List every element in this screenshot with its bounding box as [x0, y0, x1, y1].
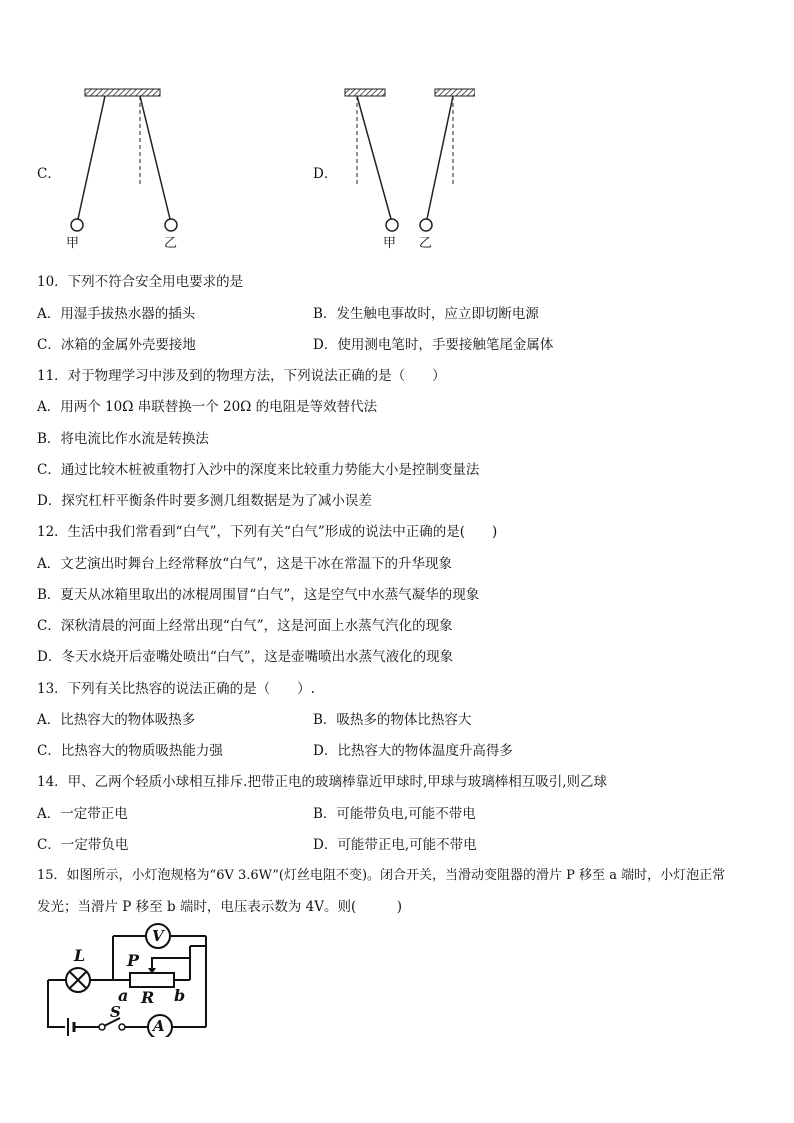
- q10-option-a: A．用湿手拔热水器的插头: [37, 306, 196, 322]
- q13-option-c: C．比热容大的物质吸热能力强: [37, 743, 223, 759]
- q11-stem: 11．对于物理学习中涉及到的物理方法，下列说法正确的是（ ）: [37, 368, 446, 384]
- q14-option-a: A．一定带正电: [37, 806, 128, 822]
- option-c-label: C．: [37, 166, 61, 182]
- ball-yi-label: 乙: [164, 236, 178, 251]
- option-d-label: D．: [313, 166, 338, 182]
- q15-stem-line2: 发光；当滑片 P 移至 b 端时，电压表示数为 4V。则( ): [37, 899, 403, 915]
- circuit-label-end-a: a: [118, 986, 129, 1005]
- q12-option-c: C．深秋清晨的河面上经常出现“白气”，这是河面上水蒸气汽化的现象: [37, 618, 453, 634]
- q15-stem-line1: 15．如图所示，小灯泡规格为“6V 3.6W”(灯丝电阻不变)。闭合开关，当滑动变阻器的滑片 P 移至 a 端时，小灯泡正常: [37, 868, 726, 883]
- circuit-label-switch: S: [110, 1003, 121, 1021]
- ball-jia-label-d: 甲: [383, 236, 397, 251]
- circuit-diagram: [40, 922, 215, 1037]
- ball-jia-label: 甲: [66, 236, 80, 251]
- ball-yi-label-d: 乙: [419, 236, 433, 251]
- circuit-label-resistor: R: [141, 988, 155, 1007]
- q12-option-b: B．夏天从冰箱里取出的冰棍周围冒“白气”，这是空气中水蒸气凝华的现象: [37, 587, 480, 603]
- q14-option-c: C．一定带负电: [37, 837, 129, 853]
- q11-option-d: D．探究杠杆平衡条件时要多测几组数据是为了减小误差: [37, 493, 372, 509]
- q11-option-a: A．用两个 10Ω 串联替换一个 20Ω 的电阻是等效替代法: [37, 399, 378, 415]
- circuit-label-slider: P: [127, 951, 140, 970]
- q14-option-d: D．可能带正电,可能不带电: [313, 837, 477, 853]
- pendulum-figure-c: [60, 86, 180, 251]
- q10-option-c: C．冰箱的金属外壳要接地: [37, 337, 196, 353]
- q13-stem: 13．下列有关比热容的说法正确的是（ ）.: [37, 681, 315, 697]
- q12-stem: 12．生活中我们常看到“白气”，下列有关“白气”形成的说法中正确的是( ): [37, 524, 498, 540]
- q10-stem: 10．下列不符合安全用电要求的是: [37, 274, 244, 290]
- q13-option-d: D．比热容大的物体温度升高得多: [313, 743, 513, 759]
- circuit-label-end-b: b: [174, 986, 186, 1005]
- q10-option-d: D．使用测电笔时，手要接触笔尾金属体: [313, 337, 554, 353]
- q11-option-b: B．将电流比作水流是转换法: [37, 431, 209, 447]
- q14-option-b: B．可能带负电,可能不带电: [313, 806, 476, 822]
- circuit-label-ammeter: A: [153, 1017, 165, 1035]
- q11-option-c: C．通过比较木桩被重物打入沙中的深度来比较重力势能大小是控制变量法: [37, 462, 480, 478]
- pendulum-figure-d: [335, 86, 475, 251]
- q12-option-d: D．冬天水烧开后壶嘴处喷出“白气”，这是壶嘴喷出水蒸气液化的现象: [37, 649, 454, 665]
- q12-option-a: A．文艺演出时舞台上经常释放“白气”，这是干冰在常温下的升华现象: [37, 556, 453, 572]
- circuit-label-lamp: L: [74, 946, 86, 965]
- q13-option-a: A．比热容大的物体吸热多: [37, 712, 196, 728]
- q13-option-b: B．吸热多的物体比热容大: [313, 712, 472, 728]
- circuit-label-voltmeter: V: [152, 927, 164, 945]
- q10-option-b: B．发生触电事故时，应立即切断电源: [313, 306, 539, 322]
- q14-stem: 14．甲、乙两个轻质小球相互排斥.把带正电的玻璃棒靠近甲球时,甲球与玻璃棒相互吸引,则乙球: [37, 774, 608, 790]
